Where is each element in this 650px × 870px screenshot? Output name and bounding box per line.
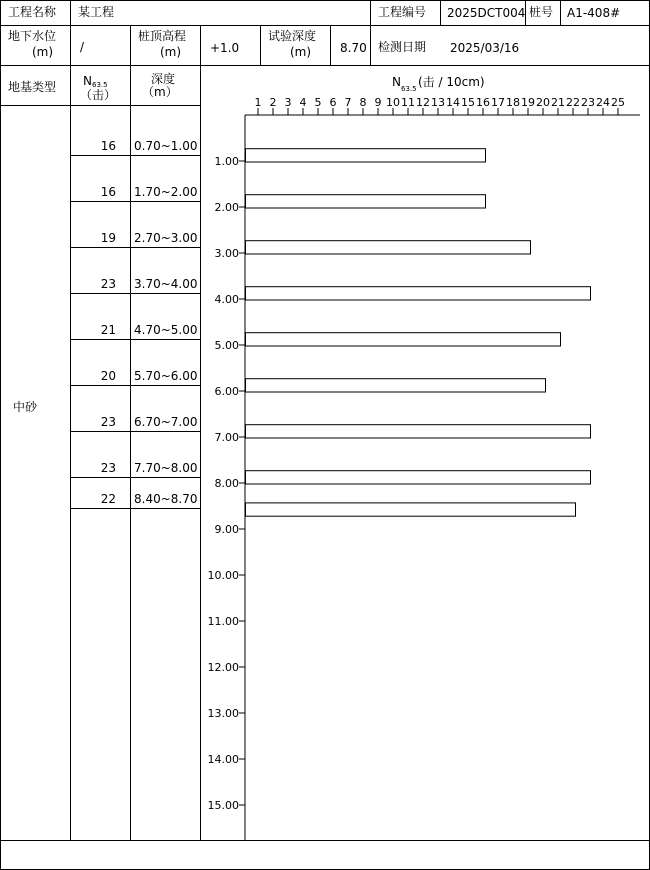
n-value: 22 bbox=[100, 492, 116, 506]
depth-range: 7.70~8.00 bbox=[134, 461, 198, 475]
x-tick-label: 8 bbox=[359, 96, 367, 109]
n-value: 16 bbox=[100, 185, 116, 199]
x-tick-label: 18 bbox=[506, 96, 520, 109]
water-level-label: 地下水位 bbox=[8, 29, 57, 43]
x-tick-label: 22 bbox=[566, 96, 580, 109]
x-tick-label: 19 bbox=[521, 96, 535, 109]
depth-range: 5.70~6.00 bbox=[134, 369, 198, 383]
n-label-subscript: 63.5 bbox=[92, 81, 108, 89]
x-tick-label: 23 bbox=[581, 96, 595, 109]
depth-label: 深度 bbox=[151, 72, 176, 86]
chart-title-subscript: 63.5 bbox=[401, 85, 417, 93]
x-tick-label: 1 bbox=[254, 96, 262, 109]
n-value: 16 bbox=[100, 139, 116, 153]
project-no-label: 工程编号 bbox=[378, 5, 427, 19]
y-tick-label: 4.00 bbox=[214, 293, 239, 306]
spt-bar bbox=[246, 503, 576, 516]
y-tick-label: 5.00 bbox=[214, 339, 239, 352]
depth-range: 4.70~5.00 bbox=[134, 323, 198, 337]
n-value: 19 bbox=[100, 231, 116, 245]
x-tick-label: 24 bbox=[596, 96, 610, 109]
pile-top-unit: (m) bbox=[160, 45, 182, 59]
test-date-value: 2025/03/16 bbox=[450, 41, 520, 55]
water-level-unit: (m) bbox=[32, 45, 54, 59]
spt-bar bbox=[246, 195, 486, 208]
n-value: 23 bbox=[100, 415, 116, 429]
depth-range: 8.40~8.70 bbox=[134, 492, 198, 506]
x-tick-label: 9 bbox=[374, 96, 382, 109]
x-tick-label: 21 bbox=[551, 96, 565, 109]
project-name-label: 工程名称 bbox=[8, 5, 57, 19]
n-value: 23 bbox=[100, 461, 116, 475]
project-no: 2025DCT004 bbox=[447, 6, 526, 20]
spt-bar bbox=[246, 149, 486, 162]
x-tick-label: 3 bbox=[284, 96, 292, 109]
test-depth-unit: (m) bbox=[290, 45, 312, 59]
x-tick-label: 7 bbox=[344, 96, 352, 109]
depth-range: 0.70~1.00 bbox=[134, 139, 198, 153]
x-tick-label: 16 bbox=[476, 96, 490, 109]
y-tick-label: 11.00 bbox=[207, 615, 239, 628]
spt-bar bbox=[246, 379, 546, 392]
y-tick-label: 10.00 bbox=[207, 569, 239, 582]
x-tick-label: 10 bbox=[386, 96, 400, 109]
water-level-value: / bbox=[80, 40, 85, 54]
y-tick-label: 9.00 bbox=[214, 523, 239, 536]
depth-range: 1.70~2.00 bbox=[134, 185, 198, 199]
n-value: 23 bbox=[100, 277, 116, 291]
y-tick-label: 14.00 bbox=[207, 753, 239, 766]
x-tick-label: 25 bbox=[611, 96, 625, 109]
n-unit: （击） bbox=[80, 88, 117, 102]
spt-bar bbox=[246, 333, 561, 346]
y-tick-label: 7.00 bbox=[214, 431, 239, 444]
soil-type-label: 地基类型 bbox=[8, 80, 57, 94]
depth-range: 3.70~4.00 bbox=[134, 277, 198, 291]
x-tick-label: 12 bbox=[416, 96, 430, 109]
y-tick-label: 3.00 bbox=[214, 247, 239, 260]
pile-top-value: +1.0 bbox=[210, 41, 240, 55]
n-label: N bbox=[83, 74, 92, 88]
n-value: 20 bbox=[100, 369, 116, 383]
depth-range: 6.70~7.00 bbox=[134, 415, 198, 429]
y-tick-label: 13.00 bbox=[207, 707, 239, 720]
test-depth-value: 8.70 bbox=[340, 41, 367, 55]
x-tick-label: 17 bbox=[491, 96, 505, 109]
x-tick-label: 13 bbox=[431, 96, 445, 109]
x-tick-label: 5 bbox=[314, 96, 322, 109]
pile-top-label: 桩顶高程 bbox=[138, 29, 187, 43]
x-tick-label: 6 bbox=[329, 96, 337, 109]
spt-bar bbox=[246, 287, 591, 300]
pile-no-label: 桩号 bbox=[529, 5, 554, 19]
x-tick-label: 11 bbox=[401, 96, 415, 109]
y-tick-label: 12.00 bbox=[207, 661, 239, 674]
chart-title-unit: (击 / 10cm) bbox=[418, 75, 485, 89]
y-tick-label: 6.00 bbox=[214, 385, 239, 398]
y-tick-label: 8.00 bbox=[214, 477, 239, 490]
n-value: 21 bbox=[100, 323, 116, 337]
soil-type-value: 中砂 bbox=[13, 400, 38, 414]
spt-bar bbox=[246, 241, 531, 254]
test-date-label: 检测日期 bbox=[378, 40, 427, 54]
y-tick-label: 2.00 bbox=[214, 201, 239, 214]
x-tick-label: 14 bbox=[446, 96, 460, 109]
spt-bar bbox=[246, 471, 591, 484]
spt-bar bbox=[246, 425, 591, 438]
depth-unit: （m） bbox=[142, 85, 178, 99]
y-tick-label: 15.00 bbox=[207, 799, 239, 812]
y-tick-label: 1.00 bbox=[214, 155, 239, 168]
pile-no: A1-408# bbox=[567, 6, 621, 20]
depth-range: 2.70~3.00 bbox=[134, 231, 198, 245]
x-tick-label: 20 bbox=[536, 96, 550, 109]
x-tick-label: 4 bbox=[299, 96, 307, 109]
project-name: 某工程 bbox=[78, 5, 115, 19]
x-tick-label: 15 bbox=[461, 96, 475, 109]
chart-title: N bbox=[392, 75, 401, 89]
test-depth-label: 试验深度 bbox=[268, 29, 317, 43]
x-tick-label: 2 bbox=[269, 96, 277, 109]
